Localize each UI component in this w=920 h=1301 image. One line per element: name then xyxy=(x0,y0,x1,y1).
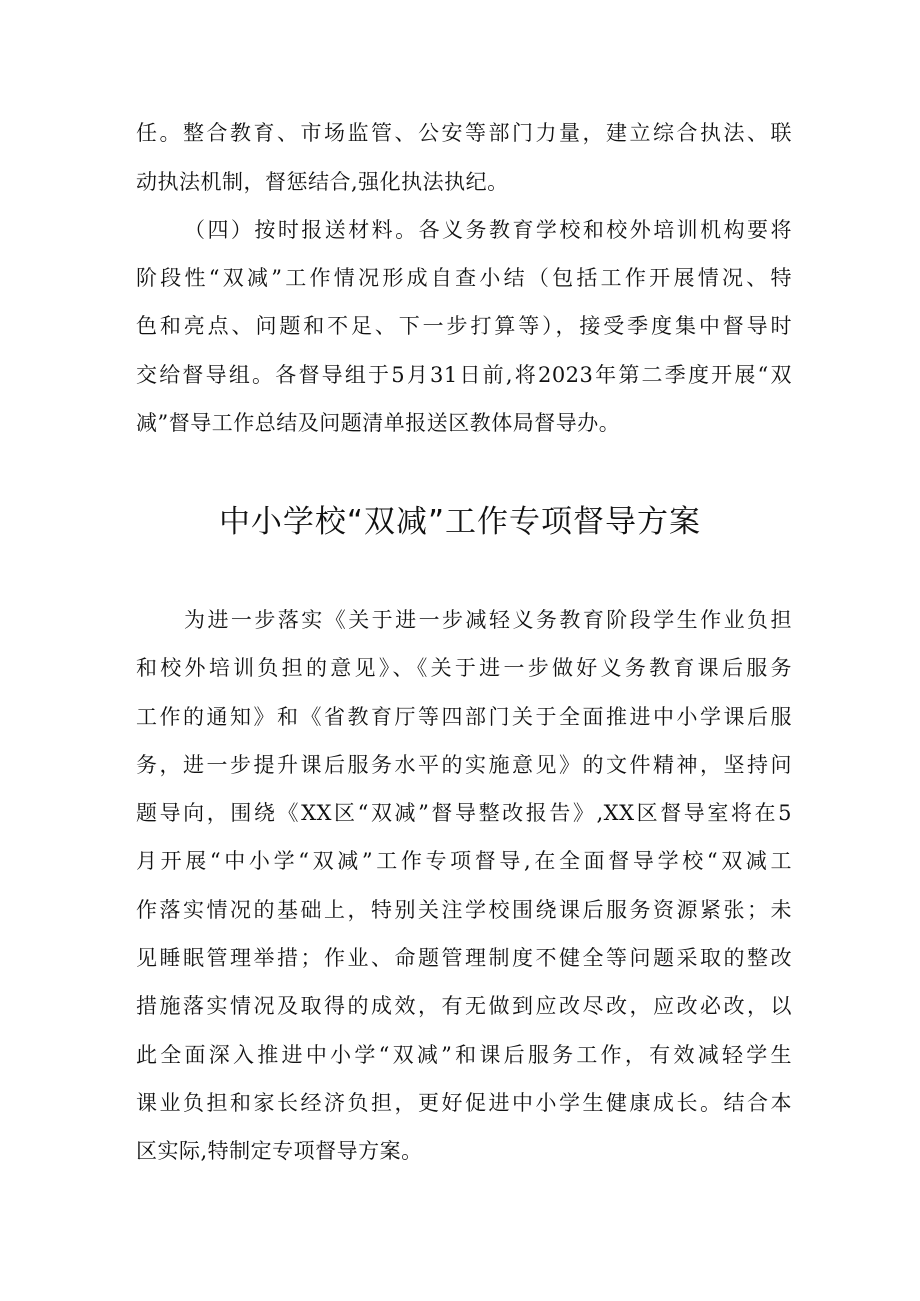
paragraph-line: 课业负担和家长经济负担，更好促进中小学生健康成长。结合本 xyxy=(136,1091,792,1115)
paragraph-line: 见睡眠管理举措；作业、命题管理制度不健全等问题采取的整改 xyxy=(136,946,792,970)
paragraph-line: 动执法机制，督惩结合,强化执法执纪。 xyxy=(136,170,509,194)
paragraph-line: 作落实情况的基础上，特别关注学校围绕课后服务资源紧张；未 xyxy=(136,898,792,922)
paragraph-line: 任。整合教育、市场监管、公安等部门力量，建立综合执法、联 xyxy=(136,121,792,145)
paragraph-line: 月开展“中小学“双减”工作专项督导,在全面督导学校“双减工 xyxy=(136,849,792,873)
paragraph-line: 题导向，围绕《XX区“双减”督导整改报告》,XX区督导室将在5 xyxy=(136,801,792,825)
paragraph-line: 减”督导工作总结及问题清单报送区教体局督导办。 xyxy=(136,411,621,435)
paragraph-line: 区实际,特制定专项督导方案。 xyxy=(136,1139,423,1163)
paragraph-line: 交给督导组。各督导组于5月31日前,将2023年第二季度开展“双 xyxy=(136,363,792,387)
paragraph-line: 阶段性“双减”工作情况形成自查小结（包括工作开展情况、特 xyxy=(136,266,792,290)
paragraph-line: 务，进一步提升课后服务水平的实施意见》的文件精神，坚持问 xyxy=(136,753,792,777)
paragraph-line: 此全面深入推进中小学“双减”和课后服务工作，有效减轻学生 xyxy=(136,1043,792,1067)
paragraph-line: 为进一步落实《关于进一步减轻义务教育阶段学生作业负担 xyxy=(184,608,792,632)
paragraph-line: 工作的通知》和《省教育厅等四部门关于全面推进中小学课后服 xyxy=(136,705,792,729)
paragraph-line: 和校外培训负担的意见》、《关于进一步做好义务教育课后服务 xyxy=(136,656,792,680)
paragraph-line: 措施落实情况及取得的成效，有无做到应改尽改，应改必改，以 xyxy=(136,994,792,1018)
paragraph-line: 色和亮点、问题和不足、下一步打算等），接受季度集中督导时 xyxy=(136,314,792,338)
paragraph-line: （四）按时报送材料。各义务教育学校和校外培训机构要将 xyxy=(184,218,792,242)
document-title: 中小学校“双减”工作专项督导方案 xyxy=(218,504,702,540)
